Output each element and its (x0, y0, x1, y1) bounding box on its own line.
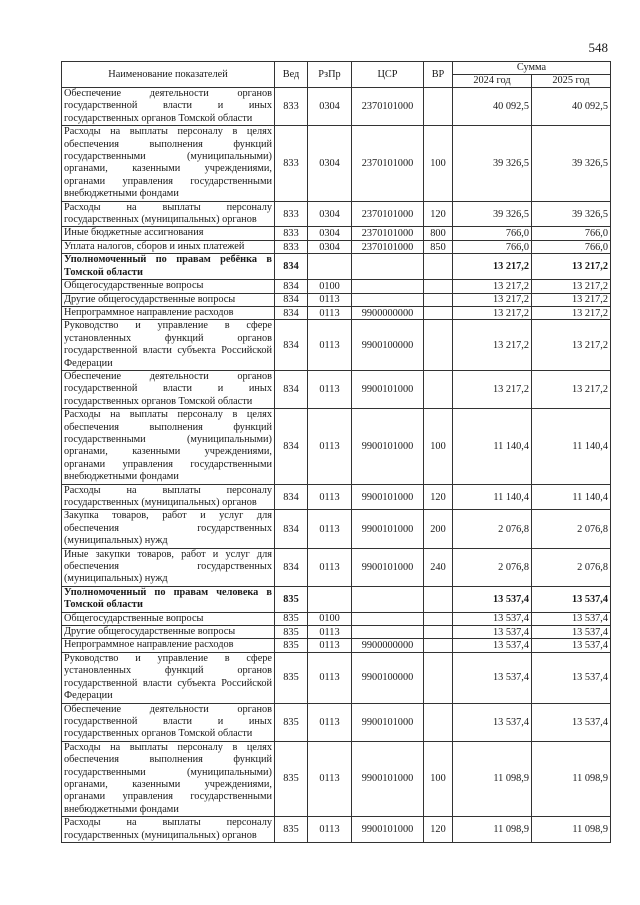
row-vr: 100 (424, 126, 453, 201)
row-sum-2024: 39 326,5 (453, 201, 532, 227)
row-sum-2025: 11 140,4 (532, 484, 611, 510)
row-rzpr: 0113 (308, 817, 352, 843)
row-name: Руководство и управление в сфере установленных функций органов государственной власти субъекта Российской Федерации (62, 320, 275, 371)
row-csr: 2370101000 (352, 88, 424, 126)
row-csr: 9900000000 (352, 639, 424, 652)
row-sum-2025: 39 326,5 (532, 201, 611, 227)
row-vr (424, 612, 453, 625)
row-vr: 200 (424, 510, 453, 548)
row-ved: 835 (275, 639, 308, 652)
row-sum-2024: 39 326,5 (453, 126, 532, 201)
row-name: Расходы на выплаты персоналу в целях обеспечения выполнения функций государственными (муниципальными) органами, казенными учреждениями, органами управления государственными внебюджетными фондами (62, 741, 275, 816)
row-sum-2025: 13 217,2 (532, 320, 611, 371)
row-rzpr: 0100 (308, 612, 352, 625)
row-sum-2025: 11 098,9 (532, 817, 611, 843)
row-vr (424, 703, 453, 741)
row-rzpr: 0113 (308, 626, 352, 639)
header-name: Наименование показателей (62, 62, 275, 88)
table-row (62, 612, 611, 625)
row-sum-2025: 13 537,4 (532, 652, 611, 703)
row-vr (424, 639, 453, 652)
row-sum-2024: 13 217,2 (453, 293, 532, 306)
row-vr: 120 (424, 817, 453, 843)
row-vr (424, 254, 453, 280)
row-name: Непрограммное направление расходов (62, 306, 275, 319)
row-ved: 835 (275, 703, 308, 741)
row-rzpr: 0113 (308, 306, 352, 319)
row-vr (424, 306, 453, 319)
row-sum-2024: 11 098,9 (453, 817, 532, 843)
row-sum-2024: 13 217,2 (453, 306, 532, 319)
row-name: Обеспечение деятельности органов государственной власти и иных государственных органов Томской области (62, 370, 275, 408)
row-vr (424, 88, 453, 126)
row-rzpr: 0304 (308, 240, 352, 253)
row-name: Уполномоченный по правам человека в Томской области (62, 586, 275, 612)
table-row (62, 240, 611, 253)
row-ved: 834 (275, 254, 308, 280)
row-vr (424, 626, 453, 639)
row-vr (424, 370, 453, 408)
row-rzpr: 0113 (308, 510, 352, 548)
table-row (62, 201, 611, 227)
row-rzpr: 0113 (308, 370, 352, 408)
table-row (62, 639, 611, 652)
row-vr: 850 (424, 240, 453, 253)
row-vr: 120 (424, 484, 453, 510)
row-sum-2024: 13 217,2 (453, 254, 532, 280)
row-name: Расходы на выплаты персоналу в целях обеспечения выполнения функций государственными (муниципальными) органами, казенными учреждениями, органами управления государственными внебюджетными фондами (62, 409, 275, 484)
row-sum-2024: 13 537,4 (453, 586, 532, 612)
row-rzpr (308, 586, 352, 612)
row-sum-2025: 13 537,4 (532, 626, 611, 639)
row-name: Расходы на выплаты персоналу государственных (муниципальных) органов (62, 201, 275, 227)
row-rzpr: 0113 (308, 293, 352, 306)
row-sum-2024: 766,0 (453, 227, 532, 240)
row-sum-2024: 13 217,2 (453, 280, 532, 293)
row-vr (424, 652, 453, 703)
row-csr (352, 254, 424, 280)
row-sum-2024: 13 217,2 (453, 370, 532, 408)
row-sum-2025: 13 217,2 (532, 293, 611, 306)
table-row (62, 626, 611, 639)
row-sum-2024: 2 076,8 (453, 510, 532, 548)
row-vr (424, 320, 453, 371)
row-sum-2024: 13 537,4 (453, 612, 532, 625)
table-row (62, 280, 611, 293)
row-sum-2024: 40 092,5 (453, 88, 532, 126)
row-rzpr: 0113 (308, 409, 352, 484)
row-ved: 835 (275, 626, 308, 639)
row-sum-2025: 13 537,4 (532, 703, 611, 741)
row-rzpr: 0304 (308, 201, 352, 227)
row-rzpr: 0304 (308, 88, 352, 126)
row-sum-2025: 766,0 (532, 227, 611, 240)
row-sum-2025: 2 076,8 (532, 510, 611, 548)
row-ved: 834 (275, 510, 308, 548)
row-csr: 2370101000 (352, 126, 424, 201)
row-sum-2025: 766,0 (532, 240, 611, 253)
row-csr (352, 586, 424, 612)
row-csr (352, 293, 424, 306)
row-ved: 835 (275, 817, 308, 843)
row-sum-2025: 13 217,2 (532, 370, 611, 408)
row-ved: 834 (275, 320, 308, 371)
row-ved: 834 (275, 370, 308, 408)
row-rzpr: 0113 (308, 548, 352, 586)
row-csr: 9900101000 (352, 370, 424, 408)
row-name: Руководство и управление в сфере установленных функций органов государственной власти субъекта Российской Федерации (62, 652, 275, 703)
row-csr: 9900100000 (352, 320, 424, 371)
row-ved: 835 (275, 586, 308, 612)
row-ved: 834 (275, 484, 308, 510)
table-row (62, 126, 611, 201)
row-name: Общегосударственные вопросы (62, 612, 275, 625)
row-sum-2024: 13 537,4 (453, 652, 532, 703)
table-row (62, 88, 611, 126)
table-row (62, 703, 611, 741)
row-sum-2025: 2 076,8 (532, 548, 611, 586)
table-row (62, 293, 611, 306)
row-ved: 834 (275, 409, 308, 484)
row-ved: 833 (275, 201, 308, 227)
row-sum-2024: 13 537,4 (453, 703, 532, 741)
row-name: Обеспечение деятельности органов государственной власти и иных государственных органов Томской области (62, 703, 275, 741)
row-sum-2025: 13 217,2 (532, 280, 611, 293)
row-csr: 9900101000 (352, 510, 424, 548)
row-vr (424, 586, 453, 612)
row-name: Расходы на выплаты персоналу государственных (муниципальных) органов (62, 817, 275, 843)
row-ved: 834 (275, 306, 308, 319)
row-name: Расходы на выплаты персоналу государственных (муниципальных) органов (62, 484, 275, 510)
row-csr: 2370101000 (352, 227, 424, 240)
row-sum-2025: 13 537,4 (532, 612, 611, 625)
row-ved: 834 (275, 280, 308, 293)
row-rzpr: 0100 (308, 280, 352, 293)
table-row (62, 484, 611, 510)
row-vr (424, 280, 453, 293)
row-csr (352, 612, 424, 625)
row-ved: 834 (275, 548, 308, 586)
header-sum: Сумма (453, 62, 611, 75)
row-ved: 835 (275, 652, 308, 703)
row-ved: 834 (275, 293, 308, 306)
row-csr (352, 280, 424, 293)
row-ved: 833 (275, 240, 308, 253)
row-vr: 120 (424, 201, 453, 227)
row-sum-2025: 13 537,4 (532, 639, 611, 652)
row-name: Расходы на выплаты персоналу в целях обеспечения выполнения функций государственными (муниципальными) органами, казенными учреждениями, органами управления государственными внебюджетными фондами (62, 126, 275, 201)
table-row (62, 320, 611, 371)
row-rzpr: 0304 (308, 126, 352, 201)
row-vr (424, 293, 453, 306)
row-ved: 835 (275, 741, 308, 816)
row-sum-2025: 39 326,5 (532, 126, 611, 201)
row-name: Уплата налогов, сборов и иных платежей (62, 240, 275, 253)
row-name: Общегосударственные вопросы (62, 280, 275, 293)
row-csr: 9900101000 (352, 703, 424, 741)
row-name: Обеспечение деятельности органов государственной власти и иных государственных органов Томской области (62, 88, 275, 126)
table-row (62, 254, 611, 280)
row-sum-2025: 13 217,2 (532, 254, 611, 280)
row-vr: 100 (424, 409, 453, 484)
row-name: Непрограммное направление расходов (62, 639, 275, 652)
row-csr: 9900101000 (352, 548, 424, 586)
table-row (62, 370, 611, 408)
row-csr: 9900101000 (352, 409, 424, 484)
row-rzpr: 0113 (308, 652, 352, 703)
row-name: Закупка товаров, работ и услуг для обеспечения государственных (муниципальных) нужд (62, 510, 275, 548)
table-row (62, 652, 611, 703)
row-sum-2025: 13 537,4 (532, 586, 611, 612)
header-year-2025: 2025 год (532, 75, 611, 88)
row-rzpr: 0113 (308, 484, 352, 510)
row-rzpr: 0113 (308, 639, 352, 652)
row-csr: 9900101000 (352, 817, 424, 843)
row-rzpr (308, 254, 352, 280)
row-rzpr: 0113 (308, 741, 352, 816)
row-csr: 9900101000 (352, 741, 424, 816)
row-csr: 9900101000 (352, 484, 424, 510)
row-rzpr: 0113 (308, 703, 352, 741)
row-name: Иные закупки товаров, работ и услуг для обеспечения государственных (муниципальных) нужд (62, 548, 275, 586)
row-name: Иные бюджетные ассигнования (62, 227, 275, 240)
header-rzpr: РзПр (308, 62, 352, 88)
row-csr (352, 626, 424, 639)
row-ved: 835 (275, 612, 308, 625)
row-rzpr: 0113 (308, 320, 352, 371)
header-vr: ВР (424, 62, 453, 88)
table-row (62, 510, 611, 548)
row-sum-2024: 13 217,2 (453, 320, 532, 371)
table-row (62, 817, 611, 843)
table-row (62, 306, 611, 319)
row-sum-2025: 11 098,9 (532, 741, 611, 816)
row-vr: 100 (424, 741, 453, 816)
row-sum-2024: 766,0 (453, 240, 532, 253)
row-csr: 2370101000 (352, 240, 424, 253)
row-vr: 800 (424, 227, 453, 240)
budget-table (61, 61, 611, 843)
row-ved: 833 (275, 126, 308, 201)
row-name: Другие общегосударственные вопросы (62, 626, 275, 639)
page-number: 548 (588, 40, 608, 55)
row-csr: 9900000000 (352, 306, 424, 319)
header-csr: ЦСР (352, 62, 424, 88)
header-ved: Вед (275, 62, 308, 88)
table-row (62, 741, 611, 816)
row-sum-2024: 13 537,4 (453, 626, 532, 639)
row-vr: 240 (424, 548, 453, 586)
row-sum-2025: 40 092,5 (532, 88, 611, 126)
row-sum-2024: 11 140,4 (453, 409, 532, 484)
row-sum-2024: 2 076,8 (453, 548, 532, 586)
row-name: Уполномоченный по правам ребёнка в Томской области (62, 254, 275, 280)
row-rzpr: 0304 (308, 227, 352, 240)
row-ved: 833 (275, 227, 308, 240)
row-sum-2024: 13 537,4 (453, 639, 532, 652)
row-csr: 9900100000 (352, 652, 424, 703)
table-row (62, 548, 611, 586)
row-sum-2025: 13 217,2 (532, 306, 611, 319)
table-row (62, 409, 611, 484)
table-row (62, 227, 611, 240)
row-ved: 833 (275, 88, 308, 126)
header-year-2024: 2024 год (453, 75, 532, 88)
row-name: Другие общегосударственные вопросы (62, 293, 275, 306)
row-sum-2025: 11 140,4 (532, 409, 611, 484)
table-row (62, 586, 611, 612)
row-csr: 2370101000 (352, 201, 424, 227)
row-sum-2024: 11 140,4 (453, 484, 532, 510)
row-sum-2024: 11 098,9 (453, 741, 532, 816)
